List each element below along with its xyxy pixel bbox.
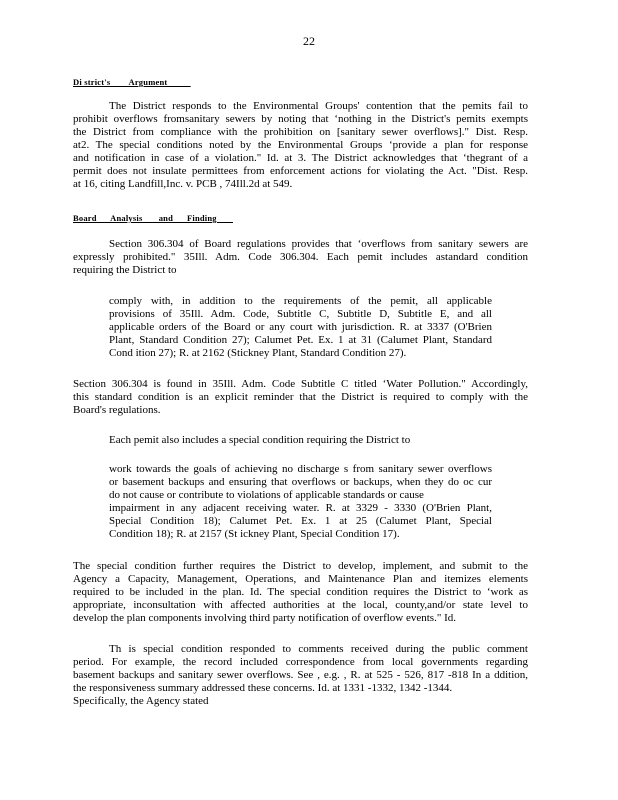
block-quote-line: comply with, in addition to the requirements of the pemit, all applicable: [109, 295, 492, 307]
block-quote-line: work towards the goals of achieving no discharge s from sanitary sewer overflows: [109, 463, 492, 475]
block-quote-line: Condition 18); R. at 2157 (St ickney Plant, Special Condition 17).: [109, 528, 400, 540]
paragraph-line: this standard condition is an explicit reminder that the District is required to comply with the: [73, 391, 528, 403]
block-quote-line: provisions of 35Ill. Adm. Code, Subtitle C, Subtitle D, Subtitle E, and all: [109, 308, 492, 320]
paragraph-line: Section 306.304 of Board regulations provides that ‘overflows from sanitary sewers are: [109, 238, 528, 250]
block-quote-line: or basement backups and ensuring that overflows or backups, when they do oc cur: [109, 476, 492, 488]
paragraph-line: The special condition further requires the District to develop, implement, and submit to the: [73, 560, 528, 572]
paragraph-line: required to be included in the plan. Id. The special condition requires the District to ‘work as: [73, 586, 528, 598]
paragraph-line: develop the plan components involving third party notification of overflow events." Id.: [73, 612, 456, 624]
paragraph-line: at 16, citing Landfill,Inc. v. PCB , 74Ill.2d at 549.: [73, 178, 293, 190]
paragraph-line: Each pemit also includes a special condition requiring the District to: [109, 434, 411, 446]
paragraph-line: expressly prohibited." 35Ill. Adm. Code 306.304. Each pemit includes astandard condition: [73, 251, 528, 263]
paragraph-line: the District from compliance with the prohibition on [sanitary sewer overflows]." Dist. Resp.: [73, 126, 528, 138]
paragraph-line: and notification in case of a violation." Id. at 3. The District acknowledges that ‘thegrant of a: [73, 152, 528, 164]
paragraph-line: period. For example, the record included correspondence from local governments regarding: [73, 656, 528, 668]
paragraph-line: Th is special condition responded to comments received during the public comment: [109, 643, 528, 655]
paragraph-line: requiring the District to: [73, 264, 177, 276]
paragraph-line: at2. The special conditions noted by the Environmental Groups ‘provide a plan for response: [73, 139, 528, 151]
page-number: 22: [303, 34, 315, 48]
block-quote-line: impairment in any adjacent receiving water. R. at 3329 - 3330 (O'Brien Plant,: [109, 502, 492, 514]
paragraph-line: Board's regulations.: [73, 404, 161, 416]
paragraph-line: permit does not insulate permittees from enforcement actions for violating the Act. "Dist. Resp.: [73, 165, 528, 177]
paragraph-line: Section 306.304 is found in 35Ill. Adm. Code Subtitle C titled ‘Water Pollution." Accordingly,: [73, 378, 528, 390]
paragraph-line: Agency a Capacity, Management, Operations, and Maintenance Plan and itemizes elements: [73, 573, 528, 585]
paragraph-line: appropriate, inconsultation with affected authorities at the local, county,and/or state level to: [73, 599, 528, 611]
heading-districts-argument: Di strict's Argument: [73, 77, 191, 87]
paragraph-line: prohibit overflows fromsanitary sewers by noting that ‘nothing in the District's pemits exempts: [73, 113, 528, 125]
paragraph-line: the responsiveness summary addressed these concerns. Id. at 1331 -1332, 1342 -1344.: [73, 682, 453, 694]
block-quote-line: Special Condition 18); Calumet Pet. Ex. 1 at 25 (Calumet Plant, Special: [109, 515, 492, 527]
block-quote-line: Plant, Standard Condition 27); Calumet Pet. Ex. 1 at 31 (Calumet Plant, Standard: [109, 334, 492, 346]
paragraph-line: The District responds to the Environmental Groups' contention that the pemits fail to: [109, 100, 528, 112]
block-quote-line: do not cause or contribute to violations of applicable standards or cause: [109, 489, 424, 501]
heading-board-analysis: Board Analysis and Finding: [73, 213, 234, 223]
paragraph-line: basement backups and sanitary sewer overflows. See , e.g. , R. at 525 - 526, 817 -818 In a ddition,: [73, 669, 528, 681]
block-quote-line: Cond ition 27); R. at 2162 (Stickney Plant, Standard Condition 27).: [109, 347, 407, 359]
paragraph-line: Specifically, the Agency stated: [73, 695, 209, 707]
block-quote-line: applicable orders of the Board or any court with jurisdiction. R. at 3337 (O'Brien: [109, 321, 492, 333]
